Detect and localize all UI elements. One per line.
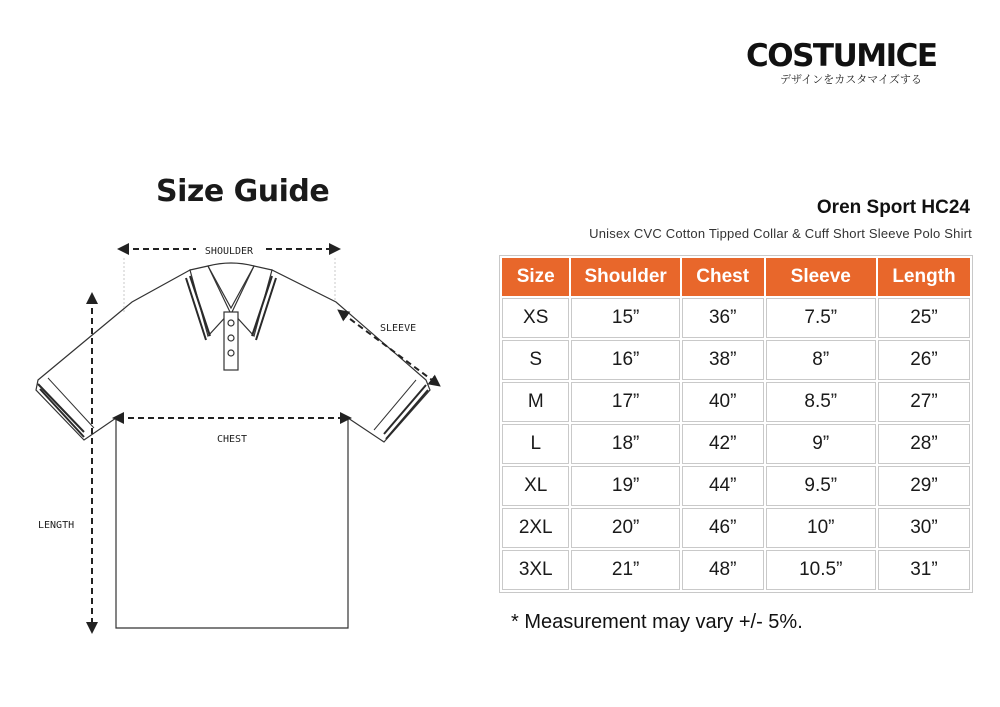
- table-header-row: [502, 258, 970, 296]
- cell-shoulder: 21”: [571, 550, 679, 590]
- cell-chest: 48”: [682, 550, 764, 590]
- cell-sleeve: 10”: [766, 508, 876, 548]
- table-row: [502, 508, 970, 548]
- header-sleeve: Sleeve: [766, 258, 876, 296]
- table-row: [502, 466, 970, 506]
- table-row: [502, 424, 970, 464]
- product-title: Oren Sport HC24: [816, 197, 970, 218]
- chest-label: CHEST: [216, 434, 248, 445]
- cell-size: S: [502, 340, 569, 380]
- cell-shoulder: 19”: [571, 466, 679, 506]
- cell-length: 30”: [878, 508, 970, 548]
- cell-size: M: [502, 382, 569, 422]
- cell-sleeve: 9”: [766, 424, 876, 464]
- cell-chest: 44”: [682, 466, 764, 506]
- size-table: [500, 256, 972, 592]
- cell-chest: 40”: [682, 382, 764, 422]
- cell-size: 2XL: [502, 508, 569, 548]
- cell-length: 26”: [878, 340, 970, 380]
- header-shoulder: Shoulder: [571, 258, 679, 296]
- measurement-note: * Measurement may vary +/- 5%.: [511, 611, 803, 633]
- cell-chest: 42”: [682, 424, 764, 464]
- cell-sleeve: 7.5”: [766, 298, 876, 338]
- table-row: [502, 298, 970, 338]
- cell-chest: 46”: [682, 508, 764, 548]
- polo-shirt-diagram: [0, 0, 480, 707]
- cell-size: XL: [502, 466, 569, 506]
- cell-size: 3XL: [502, 550, 569, 590]
- sleeve-label: SLEEVE: [380, 323, 417, 334]
- cell-shoulder: 20”: [571, 508, 679, 548]
- placket-buttons: [228, 320, 234, 356]
- size-guide-title: Size Guide: [156, 174, 330, 209]
- header-chest: Chest: [682, 258, 764, 296]
- product-subtitle: Unisex CVC Cotton Tipped Collar & Cuff Short Sleeve Polo Shirt: [589, 226, 972, 241]
- cell-shoulder: 18”: [571, 424, 679, 464]
- table-row: [502, 382, 970, 422]
- cell-shoulder: 17”: [571, 382, 679, 422]
- cell-size: XS: [502, 298, 569, 338]
- cell-length: 29”: [878, 466, 970, 506]
- cell-shoulder: 16”: [571, 340, 679, 380]
- header-length: Length: [878, 258, 970, 296]
- cell-length: 27”: [878, 382, 970, 422]
- cell-chest: 38”: [682, 340, 764, 380]
- brand-logo: [746, 38, 937, 86]
- cell-length: 25”: [878, 298, 970, 338]
- cell-size: L: [502, 424, 569, 464]
- shoulder-label: SHOULDER: [204, 246, 254, 257]
- cell-sleeve: 9.5”: [766, 466, 876, 506]
- cell-length: 28”: [878, 424, 970, 464]
- table-row: [502, 340, 970, 380]
- cell-shoulder: 15”: [571, 298, 679, 338]
- length-label: LENGTH: [38, 520, 75, 531]
- cell-sleeve: 8.5”: [766, 382, 876, 422]
- table-row: [502, 550, 970, 590]
- header-size: Size: [502, 258, 569, 296]
- cell-sleeve: 8”: [766, 340, 876, 380]
- brand-tagline: デザインをカスタマイズする: [780, 73, 922, 86]
- cell-sleeve: 10.5”: [766, 550, 876, 590]
- cell-length: 31”: [878, 550, 970, 590]
- brand-name: COSTUMICE: [746, 38, 937, 74]
- cell-chest: 36”: [682, 298, 764, 338]
